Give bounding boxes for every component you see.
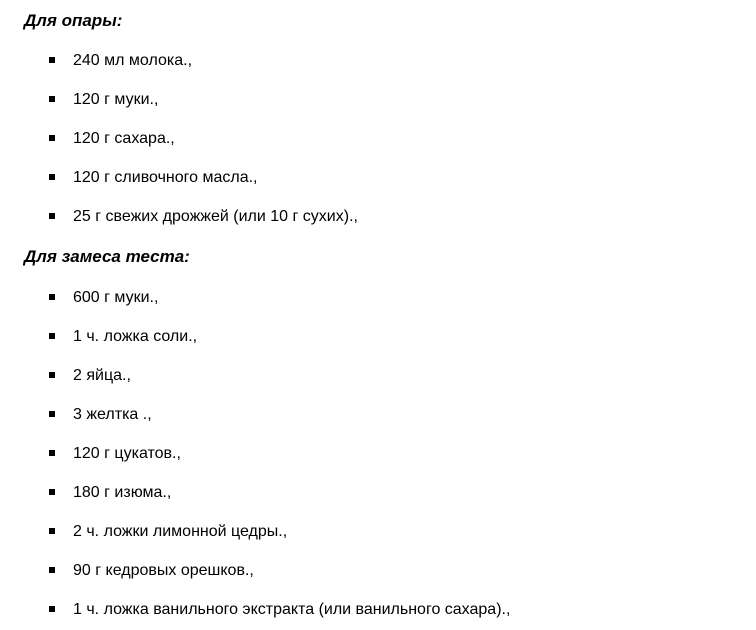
list-item-text: 2 яйца., [73, 367, 131, 384]
bullet-icon [49, 96, 55, 102]
list-item-text: 120 г цукатов., [73, 445, 181, 462]
bullet-icon [49, 450, 55, 456]
list-item-text: 240 мл молока., [73, 52, 193, 69]
list-item-text: 120 г сливочного масла., [73, 169, 258, 186]
list-item-text: 2 ч. ложки лимонной цедры., [73, 523, 288, 540]
bullet-icon [49, 606, 55, 612]
bullet-icon [49, 135, 55, 141]
section-heading-dough-kneading: Для замеса теста: [24, 247, 190, 266]
list-item-text: 1 ч. ложка ванильного экстракта (или ванильного сахара)., [73, 601, 511, 618]
bullet-icon [49, 57, 55, 63]
list-item-text: 3 желтка ., [73, 406, 152, 423]
bullet-icon [49, 333, 55, 339]
list-item-text: 90 г кедровых орешков., [73, 562, 254, 579]
bullet-icon [49, 567, 55, 573]
section-heading-dough-starter: Для опары: [24, 11, 123, 30]
bullet-icon [49, 489, 55, 495]
list-item-text: 600 г муки., [73, 289, 159, 306]
bullet-icon [49, 174, 55, 180]
bullet-icon [49, 372, 55, 378]
bullet-icon [49, 213, 55, 219]
list-item-text: 25 г свежих дрожжей (или 10 г сухих)., [73, 208, 358, 225]
bullet-icon [49, 411, 55, 417]
bullet-icon [49, 528, 55, 534]
list-item-text: 1 ч. ложка соли., [73, 328, 198, 345]
bullet-icon [49, 294, 55, 300]
list-item-text: 120 г муки., [73, 91, 159, 108]
list-item-text: 180 г изюма., [73, 484, 172, 501]
list-item-text: 120 г сахара., [73, 130, 175, 147]
